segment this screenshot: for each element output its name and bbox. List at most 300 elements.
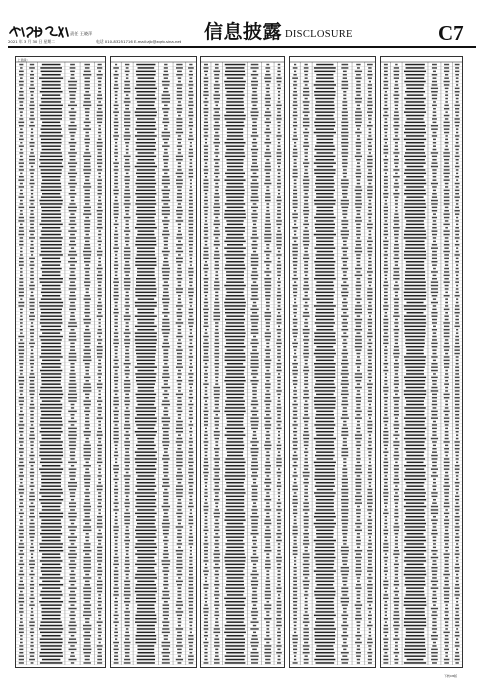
cell-text-mark	[70, 604, 74, 606]
cell-text-mark	[178, 499, 181, 501]
cell-text-mark	[215, 190, 218, 192]
cell-text-mark	[178, 390, 181, 392]
cell-text-mark	[316, 649, 334, 651]
cell-text-mark	[18, 336, 24, 338]
cell-text-mark	[177, 139, 182, 141]
cell-text-mark	[189, 604, 193, 606]
cell-text-mark	[29, 88, 35, 90]
cell-text-mark	[316, 618, 334, 620]
cell-text-mark	[316, 394, 334, 396]
cell-text-mark	[70, 190, 75, 192]
cell-text-mark	[225, 553, 244, 555]
cell-text-mark	[71, 465, 74, 467]
cell-text-mark	[316, 139, 333, 141]
cell-text-mark	[304, 373, 308, 375]
cell-text-mark	[99, 642, 101, 644]
cell-text-mark	[253, 502, 256, 504]
cell-text-mark	[316, 241, 333, 243]
cell-text-mark	[342, 101, 347, 103]
cell-text-mark	[303, 183, 309, 185]
cell-text-mark	[343, 241, 347, 243]
cell-text-mark	[115, 356, 118, 358]
cell-text-mark	[189, 278, 192, 280]
cell-text-mark	[126, 577, 129, 579]
cell-text-mark	[138, 390, 155, 392]
cell-text-mark	[162, 659, 170, 661]
cell-text-mark	[214, 196, 220, 198]
cell-text-mark	[69, 251, 76, 253]
cell-text-mark	[137, 145, 156, 147]
cell-text-mark	[125, 635, 130, 637]
cell-text-mark	[125, 298, 130, 300]
cell-text-mark	[303, 652, 310, 654]
cell-text-mark	[97, 533, 101, 535]
cell-text-mark	[278, 499, 280, 501]
cell-text-mark	[356, 492, 360, 494]
cell-text-mark	[31, 210, 34, 212]
cell-text-mark	[164, 64, 167, 66]
cell-text-mark	[68, 411, 77, 413]
cell-text-mark	[204, 302, 208, 304]
cell-text-mark	[224, 380, 245, 382]
cell-text-mark	[40, 472, 61, 474]
cell-text-mark	[369, 611, 371, 613]
cell-text-mark	[277, 261, 280, 263]
cell-text-mark	[84, 98, 89, 100]
cell-text-mark	[176, 496, 182, 498]
cell-text-mark	[342, 139, 348, 141]
cell-text-mark	[204, 135, 209, 137]
cell-text-mark	[214, 305, 219, 307]
cell-text-mark	[252, 118, 258, 120]
cell-text-mark	[124, 441, 130, 443]
cell-text-mark	[39, 305, 62, 307]
cell-text-mark	[113, 465, 118, 467]
cell-text-mark	[41, 339, 62, 341]
cell-text-mark	[20, 271, 23, 273]
cell-text-mark	[204, 179, 209, 181]
cell-text-mark	[115, 424, 118, 426]
cell-text-mark	[304, 264, 308, 266]
cell-text-mark	[39, 200, 62, 202]
cell-text-mark	[357, 659, 360, 661]
cell-text-mark	[178, 434, 181, 436]
cell-text-mark	[176, 564, 182, 566]
cell-text-mark	[41, 621, 62, 623]
cell-text-mark	[343, 621, 347, 623]
cell-text-mark	[69, 203, 75, 205]
cell-text-mark	[177, 516, 181, 518]
cell-text-mark	[278, 383, 281, 385]
cell-text-mark	[124, 601, 130, 603]
cell-text-mark	[137, 570, 155, 572]
cell-text-mark	[294, 326, 297, 328]
cell-text-mark	[178, 387, 182, 389]
cell-text-mark	[316, 179, 334, 181]
cell-text-mark	[292, 363, 298, 365]
cell-text-mark	[215, 370, 218, 372]
cell-text-mark	[189, 91, 193, 93]
cell-text-mark	[343, 543, 346, 545]
cell-text-mark	[356, 173, 362, 175]
cell-text-mark	[164, 547, 168, 549]
cell-text-mark	[367, 139, 372, 141]
cell-text-mark	[69, 156, 75, 158]
cell-text-mark	[277, 268, 281, 270]
cell-text-mark	[178, 152, 181, 154]
cell-text-mark	[226, 281, 244, 283]
cell-text-mark	[176, 601, 182, 603]
cell-text-mark	[277, 353, 280, 355]
cell-text-mark	[19, 230, 24, 232]
cell-text-mark	[162, 662, 170, 664]
cell-text-mark	[71, 108, 74, 110]
cell-text-mark	[19, 101, 23, 103]
cell-text-mark	[137, 309, 154, 311]
cell-text-mark	[163, 360, 168, 362]
cell-text-mark	[252, 227, 256, 229]
cell-text-mark	[31, 176, 34, 178]
cell-text-mark	[18, 220, 24, 222]
cell-text-mark	[226, 271, 244, 273]
cell-text-mark	[368, 468, 372, 470]
cell-text-mark	[355, 550, 363, 552]
cell-text-mark	[343, 458, 346, 460]
cell-text-mark	[190, 183, 192, 185]
cell-text-mark	[264, 499, 271, 501]
cell-text-mark	[68, 400, 76, 402]
cell-text-mark	[163, 445, 169, 447]
cell-text-mark	[204, 513, 207, 515]
cell-text-mark	[277, 224, 282, 226]
cell-text-mark	[30, 547, 34, 549]
cell-text-mark	[292, 329, 297, 331]
cell-text-mark	[342, 118, 348, 120]
cell-text-mark	[204, 298, 207, 300]
cell-text-mark	[368, 302, 371, 304]
cell-text-mark	[31, 196, 34, 198]
cell-text-mark	[177, 196, 182, 198]
cell-text-mark	[293, 261, 298, 263]
cell-text-mark	[42, 366, 61, 368]
cell-text-mark	[224, 81, 246, 83]
cell-text-mark	[304, 305, 309, 307]
cell-text-mark	[125, 210, 129, 212]
cell-text-mark	[214, 302, 219, 304]
cell-text-mark	[342, 516, 348, 518]
cell-text-mark	[136, 281, 156, 283]
cell-text-mark	[176, 611, 184, 613]
cell-text-mark	[177, 455, 183, 457]
cell-text-mark	[19, 353, 24, 355]
cell-text-mark	[20, 455, 23, 457]
cell-text-mark	[251, 135, 259, 137]
cell-text-mark	[305, 591, 308, 593]
cell-text-mark	[20, 557, 23, 559]
cell-text-mark	[188, 404, 193, 406]
cell-text-mark	[115, 611, 118, 613]
cell-text-mark	[215, 441, 218, 443]
cell-text-mark	[69, 224, 77, 226]
cell-text-mark	[303, 125, 309, 127]
cell-text-mark	[316, 533, 334, 535]
cell-text-mark	[355, 642, 362, 644]
cell-text-mark	[355, 203, 362, 205]
cell-text-mark	[369, 81, 371, 83]
panel-header: 上表续：	[17, 58, 30, 62]
cell-text-mark	[177, 207, 182, 209]
masthead-rule	[8, 46, 476, 48]
cell-text-mark	[305, 84, 308, 86]
cell-text-mark	[30, 397, 33, 399]
cell-text-mark	[343, 254, 347, 256]
cell-text-mark	[214, 268, 219, 270]
cell-text-mark	[124, 581, 130, 583]
cell-text-mark	[293, 645, 297, 647]
cell-text-mark	[355, 156, 362, 158]
cell-text-mark	[164, 499, 169, 501]
cell-text-mark	[97, 353, 102, 355]
cell-text-mark	[20, 550, 23, 552]
cell-text-mark	[204, 207, 209, 209]
cell-text-mark	[114, 492, 118, 494]
cell-text-mark	[42, 210, 61, 212]
cell-text-mark	[124, 513, 130, 515]
cell-text-mark	[85, 145, 88, 147]
cell-text-mark	[356, 611, 360, 613]
cell-text-mark	[303, 179, 309, 181]
cell-text-mark	[164, 390, 167, 392]
cell-text-mark	[224, 411, 245, 413]
cell-text-mark	[214, 397, 219, 399]
cell-text-mark	[278, 594, 280, 596]
cell-text-mark	[137, 465, 155, 467]
cell-text-mark	[227, 207, 244, 209]
cell-text-mark	[215, 366, 219, 368]
cell-text-mark	[356, 652, 361, 654]
cell-text-mark	[341, 394, 349, 396]
cell-text-mark	[85, 659, 90, 661]
cell-text-mark	[225, 88, 245, 90]
cell-text-mark	[314, 591, 335, 593]
cell-text-mark	[115, 115, 118, 117]
cell-text-mark	[40, 309, 62, 311]
cell-text-mark	[178, 281, 182, 283]
cell-text-mark	[357, 414, 361, 416]
cell-text-mark	[341, 122, 348, 124]
cell-text-mark	[176, 475, 183, 477]
cell-text-mark	[126, 74, 129, 76]
cell-text-mark	[368, 615, 372, 617]
cell-text-mark	[115, 353, 118, 355]
cell-text-mark	[41, 482, 61, 484]
cell-text-mark	[356, 553, 361, 555]
cell-text-mark	[277, 275, 281, 277]
cell-text-mark	[20, 254, 23, 256]
cell-text-mark	[253, 203, 257, 205]
cell-text-mark	[204, 604, 207, 606]
cell-text-mark	[177, 111, 182, 113]
cell-text-mark	[70, 479, 75, 481]
cell-text-mark	[294, 159, 297, 161]
cell-text-mark	[20, 312, 23, 314]
cell-text-mark	[225, 230, 245, 232]
cell-text-mark	[292, 404, 297, 406]
cell-text-mark	[97, 547, 102, 549]
cell-text-mark	[19, 383, 24, 385]
cell-text-mark	[252, 472, 257, 474]
cell-text-mark	[368, 353, 373, 355]
cell-text-mark	[368, 377, 372, 379]
cell-text-mark	[265, 662, 271, 664]
cell-text-mark	[189, 203, 193, 205]
cell-text-mark	[124, 319, 130, 321]
cell-text-mark	[303, 339, 309, 341]
cell-text-mark	[355, 132, 361, 134]
cell-text-mark	[137, 271, 155, 273]
cell-text-mark	[18, 343, 24, 345]
cell-text-mark	[315, 390, 335, 392]
cell-text-mark	[316, 662, 335, 664]
cell-text-mark	[342, 166, 347, 168]
cell-text-mark	[135, 642, 156, 644]
cell-text-mark	[135, 492, 157, 494]
cell-text-mark	[86, 234, 89, 236]
cell-text-mark	[317, 536, 334, 538]
cell-text-mark	[316, 285, 335, 287]
cell-text-mark	[293, 292, 297, 294]
cell-text-mark	[85, 227, 90, 229]
cell-text-mark	[125, 227, 129, 229]
cell-text-mark	[98, 543, 101, 545]
cell-text-mark	[251, 455, 257, 457]
cell-text-mark	[226, 506, 245, 508]
cell-text-mark	[294, 88, 297, 90]
cell-text-mark	[42, 553, 60, 555]
cell-text-mark	[341, 370, 348, 372]
cell-text-mark	[189, 200, 193, 202]
cell-text-mark	[163, 496, 168, 498]
cell-text-mark	[341, 598, 349, 600]
cell-text-mark	[203, 411, 208, 413]
cell-text-mark	[215, 509, 219, 511]
cell-text-mark	[314, 404, 335, 406]
cell-text-mark	[205, 455, 208, 457]
cell-text-mark	[97, 649, 102, 651]
cell-text-mark	[368, 101, 373, 103]
cell-text-mark	[114, 645, 118, 647]
cell-text-mark	[368, 220, 371, 222]
cell-text-mark	[214, 594, 219, 596]
cell-text-mark	[125, 632, 129, 634]
cell-text-mark	[367, 288, 372, 290]
cell-text-mark	[224, 462, 245, 464]
cell-text-mark	[266, 513, 269, 515]
cell-text-mark	[205, 275, 208, 277]
cell-text-mark	[85, 241, 89, 243]
cell-text-mark	[177, 363, 182, 365]
cell-text-mark	[314, 261, 335, 263]
cell-text-mark	[341, 434, 348, 436]
cell-text-mark	[356, 234, 361, 236]
cell-text-mark	[294, 400, 297, 402]
cell-text-mark	[294, 479, 296, 481]
cell-text-mark	[204, 397, 209, 399]
cell-text-mark	[41, 247, 62, 249]
cell-text-mark	[355, 77, 361, 79]
cell-text-mark	[266, 305, 270, 307]
cell-text-mark	[68, 485, 77, 487]
cell-text-mark	[164, 448, 168, 450]
cell-text-mark	[30, 584, 34, 586]
cell-text-mark	[69, 448, 75, 450]
cell-text-mark	[292, 244, 298, 246]
cell-text-mark	[114, 346, 117, 348]
cell-text-mark	[69, 475, 75, 477]
cell-text-mark	[305, 74, 308, 76]
cell-text-mark	[205, 451, 208, 453]
cell-text-mark	[304, 479, 308, 481]
cell-text-mark	[115, 173, 118, 175]
cell-text-mark	[304, 594, 308, 596]
cell-text-mark	[189, 411, 193, 413]
cell-text-mark	[137, 207, 155, 209]
cell-text-mark	[29, 377, 35, 379]
cell-text-mark	[125, 598, 130, 600]
cell-text-mark	[70, 319, 76, 321]
cell-text-mark	[277, 247, 281, 249]
cell-text-mark	[163, 424, 168, 426]
cell-text-mark	[214, 615, 219, 617]
cell-text-mark	[30, 179, 34, 181]
cell-text-mark	[314, 387, 335, 389]
cell-text-mark	[125, 98, 130, 100]
cell-text-mark	[71, 414, 75, 416]
cell-text-mark	[213, 224, 220, 226]
cell-text-mark	[164, 543, 167, 545]
cell-text-mark	[303, 244, 309, 246]
cell-text-mark	[293, 193, 297, 195]
cell-text-mark	[30, 234, 34, 236]
cell-text-mark	[204, 339, 207, 341]
cell-text-mark	[19, 632, 24, 634]
cell-text-mark	[30, 278, 34, 280]
cell-text-mark	[83, 169, 91, 171]
cell-text-mark	[125, 169, 130, 171]
cell-text-mark	[20, 339, 23, 341]
cell-text-mark	[205, 98, 208, 100]
cell-text-mark	[304, 526, 309, 528]
cell-text-mark	[115, 567, 118, 569]
cell-text-mark	[177, 530, 181, 532]
cell-text-mark	[135, 349, 156, 351]
cell-text-mark	[253, 625, 256, 627]
cell-text-mark	[97, 111, 103, 113]
cell-text-mark	[135, 326, 157, 328]
cell-text-mark	[293, 523, 296, 525]
cell-text-mark	[69, 268, 75, 270]
cell-text-mark	[368, 506, 372, 508]
cell-text-mark	[293, 417, 298, 419]
cell-text-mark	[343, 173, 347, 175]
cell-text-mark	[41, 183, 61, 185]
cell-text-mark	[225, 118, 246, 120]
cell-text-mark	[163, 336, 168, 338]
cell-text-mark	[189, 468, 194, 470]
cell-text-mark	[189, 519, 193, 521]
cell-text-mark	[264, 618, 271, 620]
cell-text-mark	[83, 105, 91, 107]
